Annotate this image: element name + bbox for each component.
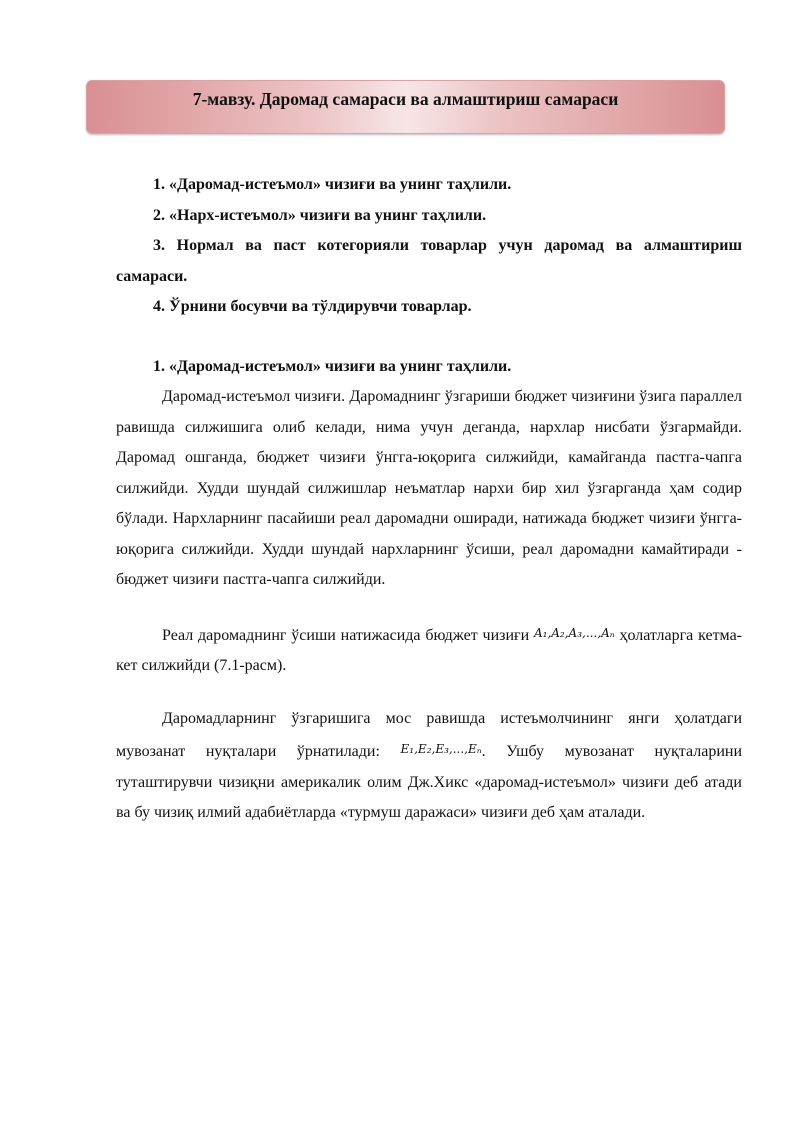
spacer <box>116 596 742 618</box>
paragraph-2-text-a: Реал даромаднинг ўсиши натижасида бюджет чизиғи <box>162 626 534 644</box>
paragraph-2 <box>116 618 742 682</box>
title-banner <box>86 80 725 134</box>
document-body <box>116 170 742 829</box>
topic-item-1: 1. «Даромад-истеъмол» чизиғи ва унинг таҳлили. <box>153 176 512 193</box>
topic-item-2: 2. «Нарх-истеъмол» чизиғи ва унинг таҳлили. <box>153 206 487 224</box>
paragraph-1: Даромад-истеъмол чизиғи. Даромаднинг ўзгариши бюджет чизиғини ўзига параллел равишда силжишига олиб келади, нима учун деганда, нархлар нисбати ўзгармайди. Даромад ошганда, бюджет чизиғи ўнгга-юқорига силжийди, камайганда пастга-чапга силжийди. Худди шундай силжишлар неъматлар нархи бир хил ўзгарганда ҳам содир бўлади. Нархларнинг пасайиши реал даромадни оширади, натижада бюджет чизиғи ўнгга-юқорига силжийди. Худди шундай нархларнинг ўсиши, реал даромадни камайтиради - бюджет чизиғи пастга-чапга силжийди. <box>116 388 742 588</box>
spacer <box>116 682 742 704</box>
paragraph-3-text-b: . Ушбу мувозанат нуқталарини туташтирувчи чизиқни америкалик олим Дж.Хикс «даромад-истеъмол» чизиғи деб атади ва бу чизиқ илмий адабиётларда «турмуш даражаси» чизиғи деб ҳам аталади. <box>116 743 743 821</box>
section-heading: 1. «Даромад-истеъмол» чизиғи ва унинг таҳлили. <box>153 357 512 375</box>
formula-a-series: A₁,A₂,A₃,...,Aₙ <box>533 625 615 640</box>
paragraph-3 <box>116 704 742 829</box>
topic-item-4: 4. Ўрнини босувчи ва тўлдирувчи товарлар. <box>153 298 472 315</box>
paragraph-2-text-b: ҳолатларга кетма-кет силжийди (7.1-расм). <box>116 626 742 674</box>
page-title: 7-мавзу. Даромад самараси ва алмаштириш самараси <box>192 89 619 109</box>
paragraph-3-text-a: Даромадларнинг ўзгаришига мос равишда истеъмолчининг янги ҳолатдаги мувозанат нуқталари ўрнатилади: <box>116 709 742 760</box>
topic-item-3: 3. Нормал ва паст котегорияли товарлар учун даромад ва алмаштириш самараси. <box>116 237 742 285</box>
formula-e-series: E₁,E₂,E₃,...,Eₙ <box>400 742 482 756</box>
